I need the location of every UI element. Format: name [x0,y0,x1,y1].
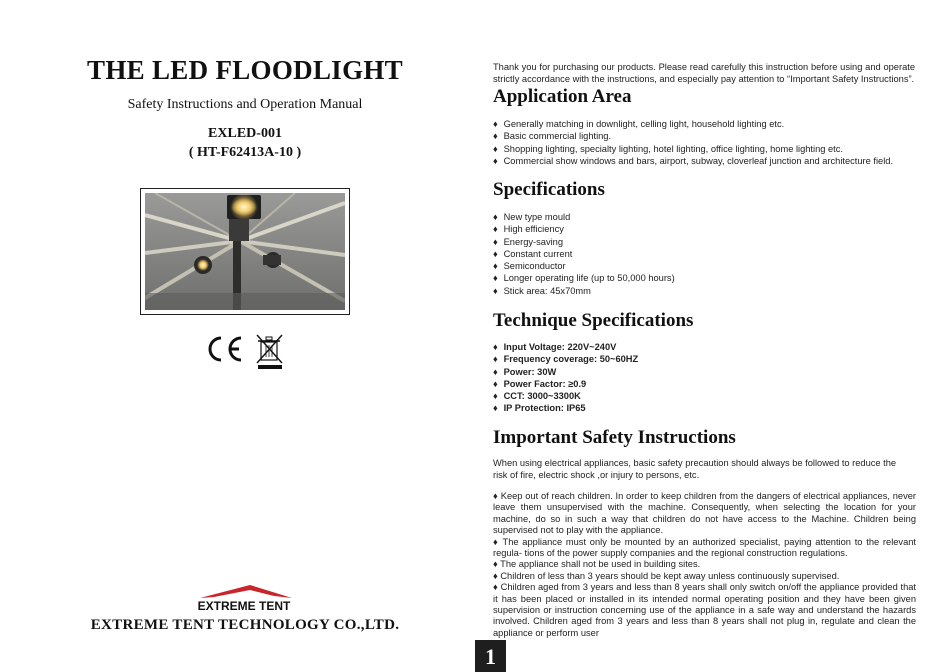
product-photo [145,193,345,310]
list-item: ♦ IP Protection: IP65 [493,403,586,414]
brand-logo [192,583,296,613]
technique-specifications-list [493,341,923,415]
list-item: ♦ Basic commercial lighting. [493,131,612,142]
list-item: ♦ Commercial show windows and bars, airport, subway, cloverleaf junction and architecture field. [493,155,894,166]
safety-instructions-body [493,491,916,639]
specifications-list [493,211,923,297]
list-item: ♦ New type mould [493,212,571,222]
list-item: ♦ Shopping lighting, specialty lighting, hotel lighting, office lighting, home lighting etc. [493,143,843,154]
safety-paragraph: ♦ The appliance shall not be used in building sites. [493,559,701,570]
heading-technique-specifications: Technique Specifications [493,310,694,331]
model-number: EXLED-001 [208,126,282,141]
heading-specifications: Specifications [493,179,605,200]
safety-intro-paragraph: When using electrical appliances, basic safety precaution should always be followed to reduce the risk of fire, electric shock ,or injury to persons, etc. [493,458,897,480]
page-number: 1 [475,640,506,672]
model-code: ( HT-F62413A-10 ) [188,145,302,160]
intro-paragraph: Thank you for purchasing our products. Please read carefully this instruction before using and operate strictly accordance with the instructions, and especially pay attention to “Important Safety Instructions”. [493,62,915,84]
certification-marks [205,330,285,370]
list-item: ♦ Power Factor: ≥0.9 [493,378,587,389]
company-name: EXTREME TENT TECHNOLOGY CO.,LTD. [90,617,400,633]
heading-important-safety-instructions: Important Safety Instructions [493,427,736,448]
content-page [475,0,950,672]
heading-application-area: Application Area [493,86,632,107]
list-item: ♦ Input Voltage: 220V~240V [493,342,617,352]
safety-paragraph: ♦ Keep out of reach children. In order to keep children from the dangers of electrical appliances, never leave them unsupervised with the machine. Consequently, when selecting the location for your machine, do so in such a way that children do not have access to the Machine. Children being supervised not to play with the appliance. [493,491,916,536]
list-item: ♦ Stick area: 45x70mm [493,285,591,296]
list-item: ♦ Longer operating life (up to 50,000 hours) [493,273,675,284]
list-item: ♦ Energy-saving [493,236,564,247]
product-photo-frame [140,188,350,315]
ce-mark-icon [210,338,241,360]
brand-logo-text: EXTREME TENT [197,599,291,613]
application-area-list [493,118,923,167]
document-title: THE LED FLOODLIGHT [87,55,403,85]
safety-paragraph: ♦ The appliance must only be mounted by an authorized specialist, paying attention to the relevant regula- tions of the power supply companies and the regional construction regulations. [493,536,916,559]
safety-paragraph: ♦ Children of less than 3 years should be kept away unless continuously supervised. [493,570,840,581]
list-item: ♦ Constant current [493,248,573,259]
weee-bin-icon [257,335,282,369]
list-item: ♦ Semiconductor [493,261,566,272]
document-subtitle: Safety Instructions and Operation Manual [127,97,363,112]
list-item: ♦ High efficiency [493,224,564,235]
list-item: ♦ Frequency coverage: 50~60HZ [493,354,639,365]
list-item: ♦ CCT: 3000~3300K [493,391,581,402]
safety-paragraph: ♦ Children aged from 3 years and less than 8 years shall only switch on/off the appliance provided that it has been placed or installed in its intended normal operating position and they have been given supervision or instruction concerning use of the appliance in a safe way and understand the hazards involved. Children aged from 3 years and less than 8 years shall not plug in, regulate and clean the appliance or perform user [493,582,916,638]
list-item: ♦ Generally matching in downlight, celling light, household lighting etc. [493,119,785,129]
tent-roof-icon [200,585,292,598]
list-item: ♦ Power: 30W [493,366,557,377]
